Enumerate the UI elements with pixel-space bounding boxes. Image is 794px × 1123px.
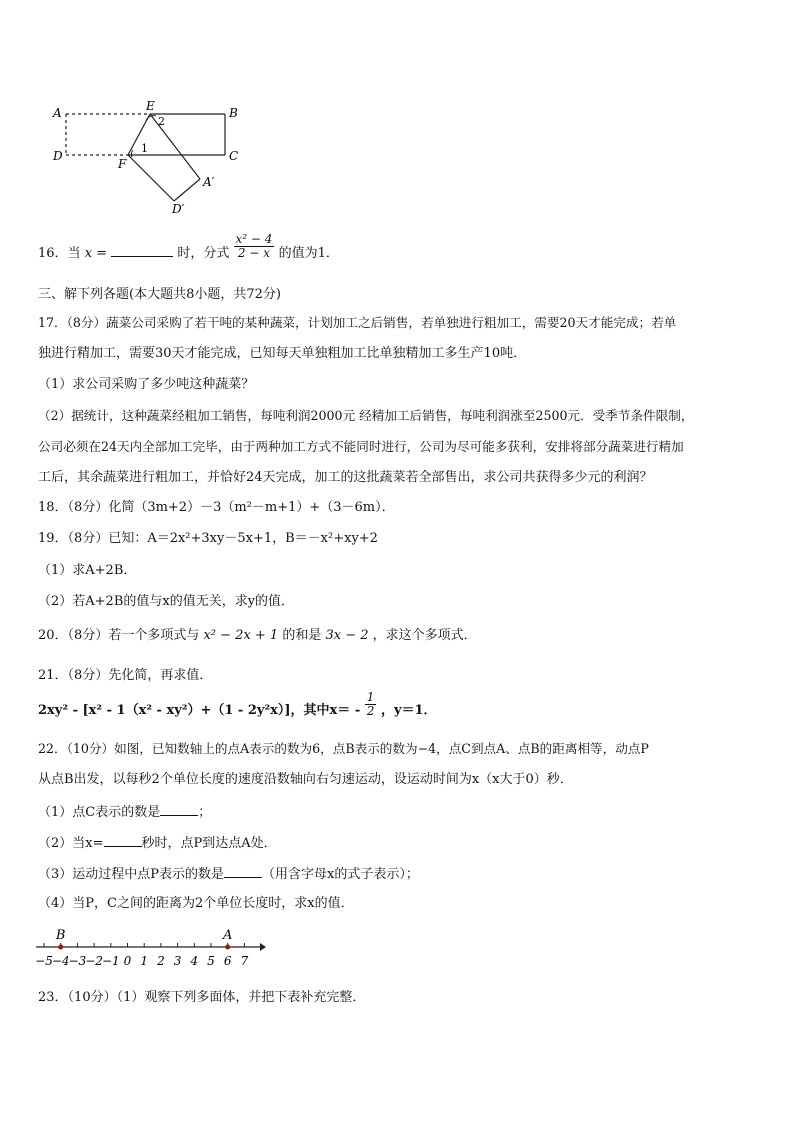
q21-frac-num: 1 [366,690,375,704]
q16-frac-den: 2 − x [237,246,271,260]
number-line [34,924,266,974]
q22-sub3-end: （用含字母x的式子表示）； [262,867,419,882]
q21-expression [38,690,437,719]
number-line-tick-label: 7 [240,954,249,968]
angle-1-label: 1 [141,142,148,155]
q16-prefix: 16．当 [38,246,81,261]
label-B: B [229,106,238,120]
number-line-tick-label: −4 [51,954,70,968]
point-a-label: A [223,928,233,943]
q16-suffix: 的值为1． [278,246,339,261]
number-line-tick-label: 2 [157,954,165,968]
question-23: 23．（10分）（1）观察下列多面体，并把下表补充完整． [38,990,366,1005]
question-16 [38,232,339,262]
question-20 [38,628,477,644]
q22-sub2-end: 秒时，点P到达点A处． [141,836,277,851]
q21-fraction [365,691,377,718]
number-line-tick-label: 4 [190,954,199,968]
q22-sub2-blank[interactable] [104,834,142,847]
q16-eq: = [96,246,108,261]
q17-sub1: （1）求公司采购了多少吨这种蔬菜？ [38,377,255,392]
q17-sub2-line1: （2）据统计，这种蔬菜经粗加工销售，每吨利润2000元 经精加工后销售，每吨利润涨至2500元．受季节条件限制， [38,408,694,423]
q19-line1: 19．（8分）已知：A＝2x²+3xy－5x+1，B＝－x²+xy+2 [38,531,378,546]
label-C: C [229,149,239,163]
number-line-tick-label: −2 [85,954,103,968]
section-3-heading: 三、解下列各题(本大题共8小题，共72分) [38,287,281,302]
q20-poly2: 3x − 2 [325,628,369,643]
question-18: 18．（8分）化简（3m+2）－3（m²－m+1）+（3－6m）． [38,500,395,515]
q21-expr: 2xy² - [x² - 1（x² - xy²）+（1 - 2y²x）]，其中x＝ - [38,703,361,718]
q20-suffix: ，求这个多项式． [372,628,477,643]
q20-mid: 的和是 [282,628,322,643]
q16-fraction [234,233,275,260]
q22-sub1-end: ； [198,805,212,820]
label-D-prime: D′ [172,202,185,216]
number-line-tick-label: 1 [140,954,149,968]
point-b-dot [58,945,63,950]
q17-sub2-line2: 公司必须在24天内全部加工完毕，由于两种加工方式不能同时进行，公司为尽可能多获利，安排将部分蔬菜进行精加 [38,439,684,454]
point-b-label: B [55,928,66,943]
q16-mid: 时，分式 [177,246,230,261]
q22-sub3-blank[interactable] [224,865,262,878]
q22-sub4: （4）当P，C之间的距离为2个单位长度时，求x的值． [38,896,354,911]
label-E: E [146,99,155,113]
q17-sub2-line3: 工后，其余蔬菜进行粗加工，并恰好24天完成，加工的这批蔬菜若全部售出，求公司共获得多少元的利润？ [38,470,653,485]
q22-sub2 [38,834,277,852]
q16-answer-blank[interactable] [111,244,173,257]
number-line-tick-label: −3 [68,954,87,968]
q20-prefix: 20．（8分）若一个多项式与 [38,628,200,643]
label-D: D [53,149,63,163]
number-line-tick-label: 3 [173,954,182,968]
q17-line2: 独进行精加工，需要30天才能完成，已知每天单独粗加工比单独精加工多生产10吨． [38,346,527,361]
label-A-prime: A′ [203,175,215,189]
number-line-tick-label: −5 [35,954,53,968]
number-line-tick-label: −1 [101,954,120,968]
q21-line1: 21．（8分）先化简，再求值． [38,668,213,683]
q22-sub1-blank[interactable] [160,803,198,816]
number-line-tick-label: 0 [123,954,132,968]
q19-sub2: （2）若A+2B的值与x的值无关，求y的值． [38,594,295,609]
q16-var: x [84,246,93,261]
number-line-arrow [260,943,266,951]
point-a-dot [225,945,230,950]
q20-poly1: x² − 2x + 1 [203,628,279,643]
q22-sub3 [38,865,419,883]
q17-line1: 17．（8分）蔬菜公司采购了若干吨的某种蔬菜，计划加工之后销售，若单独进行粗加工，需要20天才能完成；若单 [38,315,677,330]
q21-tail: ，y＝1． [380,703,437,718]
q22-sub1 [38,803,211,821]
q22-sub3-text: （3）运动过程中点P表示的数是 [38,867,225,882]
q21-frac-den: 2 [366,704,375,718]
number-line-tick-label: 5 [207,954,215,968]
angle-2-label: 2 [158,115,165,128]
q22-sub1-text: （1）点C表示的数是 [38,805,161,820]
label-F: F [118,157,127,171]
number-line-tick-label: 6 [223,954,232,968]
q19-sub1: （1）求A+2B． [38,563,137,578]
q22-line2: 从点B出发，以每秒2个单位长度的速度沿数轴向右匀速运动，设运动时间为x（x大于0）秒． [38,772,573,787]
label-A: A [53,106,62,120]
q16-frac-num: x² − 4 [235,232,273,246]
q22-line1: 22．（10分）如图，已知数轴上的点A表示的数为6，点B表示的数为−4，点C到点A、点B的距离相等，动点P [38,741,649,756]
folded-rectangle-figure [50,95,240,220]
q22-sub2-text: （2）当x= [38,836,104,851]
